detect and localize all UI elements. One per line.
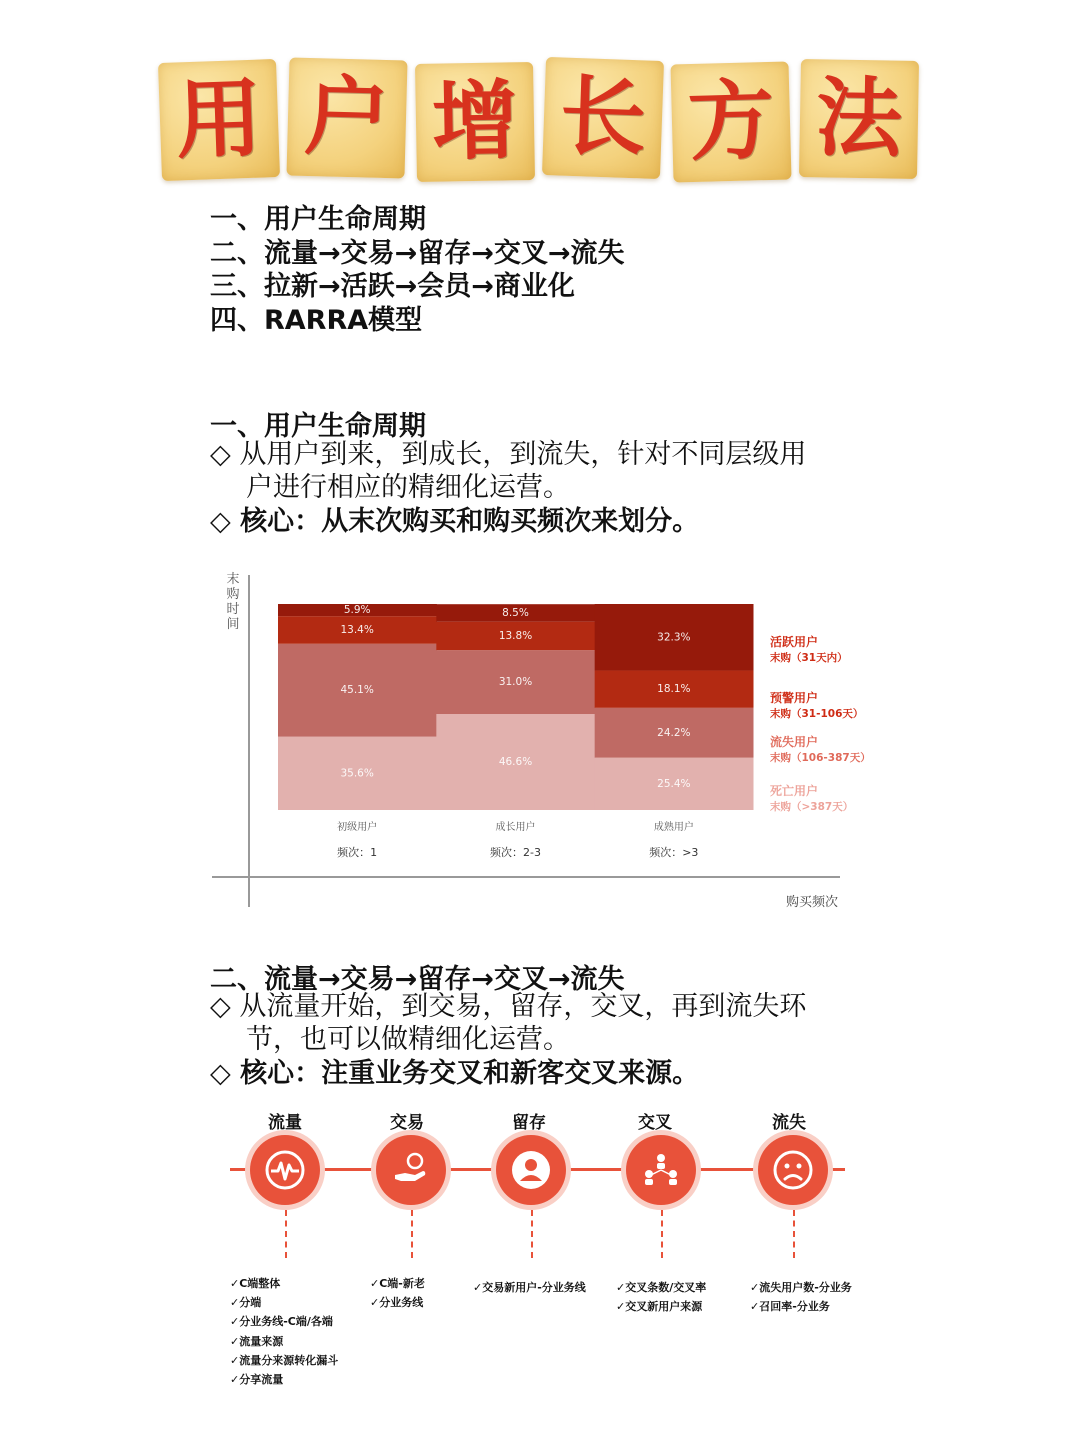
data-label: 13.8% bbox=[498, 629, 533, 642]
hand-coin-icon bbox=[389, 1148, 433, 1192]
section2-bullet1 bbox=[210, 990, 890, 1056]
title-char: 用 bbox=[174, 68, 264, 172]
y-axis-label: 末 bbox=[226, 572, 240, 587]
flow-connector bbox=[531, 1210, 533, 1258]
category-label: 成长用户 bbox=[495, 822, 536, 833]
y-axis-label: 购 bbox=[226, 587, 240, 602]
list-item: ✓ 交易新用户-分业务线 bbox=[473, 1278, 586, 1297]
data-label: 18.1% bbox=[657, 683, 691, 696]
flow-items-cross bbox=[616, 1278, 706, 1316]
flow-label-transaction: 交易 bbox=[390, 1113, 424, 1133]
toc-item: 二、流量→交易→留存→交叉→流失 bbox=[210, 237, 625, 269]
data-label: 35.6% bbox=[340, 767, 374, 780]
title-tile bbox=[286, 57, 407, 178]
legend-subtitle: 末购（31天内） bbox=[770, 652, 848, 664]
user-icon bbox=[509, 1148, 553, 1192]
list-item: ✓ 召回率-分业务 bbox=[750, 1297, 852, 1316]
flow-label-churn: 流失 bbox=[772, 1113, 806, 1133]
flow-connector bbox=[661, 1210, 663, 1258]
list-item: ✓ C端-新老 bbox=[370, 1274, 425, 1293]
flow-connector bbox=[793, 1210, 795, 1258]
legend-title: 预警用户 bbox=[770, 691, 819, 705]
list-item: ✓ 流失用户数-分业务 bbox=[750, 1278, 852, 1297]
list-item: ✓ 分端 bbox=[230, 1293, 338, 1312]
title-banner bbox=[160, 55, 930, 185]
category-label: 成熟用户 bbox=[653, 822, 694, 833]
frequency-label: 频次：>3 bbox=[649, 846, 699, 859]
legend-title: 死亡用户 bbox=[770, 784, 819, 798]
data-label: 24.2% bbox=[657, 726, 691, 739]
data-label: 25.4% bbox=[657, 777, 691, 790]
section2-heading: 二、流量→交易→留存→交叉→流失 bbox=[210, 964, 625, 995]
section1-heading: 一、用户生命周期 bbox=[210, 411, 426, 442]
data-label: 5.9% bbox=[343, 604, 371, 617]
flow-label-traffic: 流量 bbox=[268, 1113, 302, 1133]
flow-node-cross bbox=[626, 1135, 696, 1205]
table-of-contents bbox=[210, 203, 625, 337]
section1-bullet2: ◇ 核心：从末次购买和购买频次来划分。 bbox=[210, 506, 700, 537]
flow-node-transaction bbox=[376, 1135, 446, 1205]
flow-items-transaction bbox=[370, 1274, 425, 1312]
legend-subtitle: 末购（>387天） bbox=[770, 801, 854, 813]
title-tile bbox=[158, 59, 280, 181]
flow-items-retention bbox=[473, 1278, 586, 1297]
title-char: 户 bbox=[302, 66, 392, 170]
category-label: 初级用户 bbox=[337, 822, 378, 833]
toc-item: 一、用户生命周期 bbox=[210, 204, 426, 235]
list-item: ✓ 流量来源 bbox=[230, 1332, 338, 1351]
legend-title: 活跃用户 bbox=[770, 635, 819, 649]
flow-node-traffic bbox=[250, 1135, 320, 1205]
frequency-label: 频次：2-3 bbox=[490, 846, 541, 859]
flow-node-retention bbox=[496, 1135, 566, 1205]
data-label: 32.3% bbox=[657, 631, 691, 644]
data-label: 45.1% bbox=[340, 684, 374, 697]
list-item: ✓ 交叉条数/交叉率 bbox=[616, 1278, 706, 1297]
flow-items-churn bbox=[750, 1278, 852, 1316]
list-item: ✓ 分享流量 bbox=[230, 1370, 338, 1389]
sad-face-icon bbox=[771, 1148, 815, 1192]
pulse-icon bbox=[263, 1148, 307, 1192]
flow-node-churn bbox=[758, 1135, 828, 1205]
title-char: 长 bbox=[558, 66, 648, 170]
data-label: 31.0% bbox=[498, 676, 533, 689]
legend-subtitle: 末购（106-387天） bbox=[770, 752, 871, 764]
section1-bullet1-line2: 户进行相应的精细化运营。 bbox=[246, 472, 570, 503]
title-char: 方 bbox=[686, 70, 776, 174]
title-char: 法 bbox=[815, 68, 903, 170]
data-label: 8.5% bbox=[502, 606, 529, 619]
legend-subtitle: 末购（31-106天） bbox=[770, 708, 864, 720]
section2-bullet1-line1: ◇ 从流量开始，到交易，留存，交叉，再到流失环 bbox=[210, 991, 807, 1022]
legend-title: 流失用户 bbox=[770, 735, 819, 749]
y-axis-label: 间 bbox=[226, 617, 240, 632]
flow-items-traffic bbox=[230, 1274, 338, 1389]
x-axis-label: 购买频次 bbox=[785, 895, 839, 910]
frequency-label: 频次：1 bbox=[337, 846, 378, 859]
list-item: ✓ 分业务线 bbox=[370, 1293, 425, 1312]
list-item: ✓ 流量分来源转化漏斗 bbox=[230, 1351, 338, 1370]
title-char: 增 bbox=[431, 71, 519, 173]
lifecycle-chart bbox=[0, 555, 1080, 925]
data-label: 46.6% bbox=[498, 756, 533, 769]
list-item: ✓ 交叉新用户来源 bbox=[616, 1297, 706, 1316]
list-item: ✓ 分业务线-C端/各端 bbox=[230, 1312, 338, 1331]
flow-label-cross: 交叉 bbox=[638, 1113, 672, 1133]
section1-bullet1-line1: ◇ 从用户到来，到成长，到流失，针对不同层级用 bbox=[210, 439, 807, 470]
title-tile bbox=[670, 61, 791, 182]
title-tile bbox=[799, 59, 919, 179]
toc-item: 三、拉新→活跃→会员→商业化 bbox=[210, 271, 575, 302]
network-users-icon bbox=[639, 1148, 683, 1192]
list-item: ✓ C端整体 bbox=[230, 1274, 338, 1293]
y-axis-label: 时 bbox=[226, 602, 240, 617]
section2-bullet1-line2: 节，也可以做精细化运营。 bbox=[246, 1024, 570, 1055]
title-tile bbox=[542, 57, 664, 179]
section1-bullet1 bbox=[210, 438, 890, 504]
toc-item: 四、RARRA模型 bbox=[210, 304, 423, 336]
section2-bullet2: ◇ 核心：注重业务交叉和新客交叉来源。 bbox=[210, 1058, 700, 1089]
title-tile bbox=[415, 62, 535, 182]
flow-connector bbox=[411, 1210, 413, 1258]
flow-label-retention: 留存 bbox=[512, 1113, 546, 1133]
data-label: 13.4% bbox=[340, 623, 374, 636]
flow-connector bbox=[285, 1210, 287, 1258]
